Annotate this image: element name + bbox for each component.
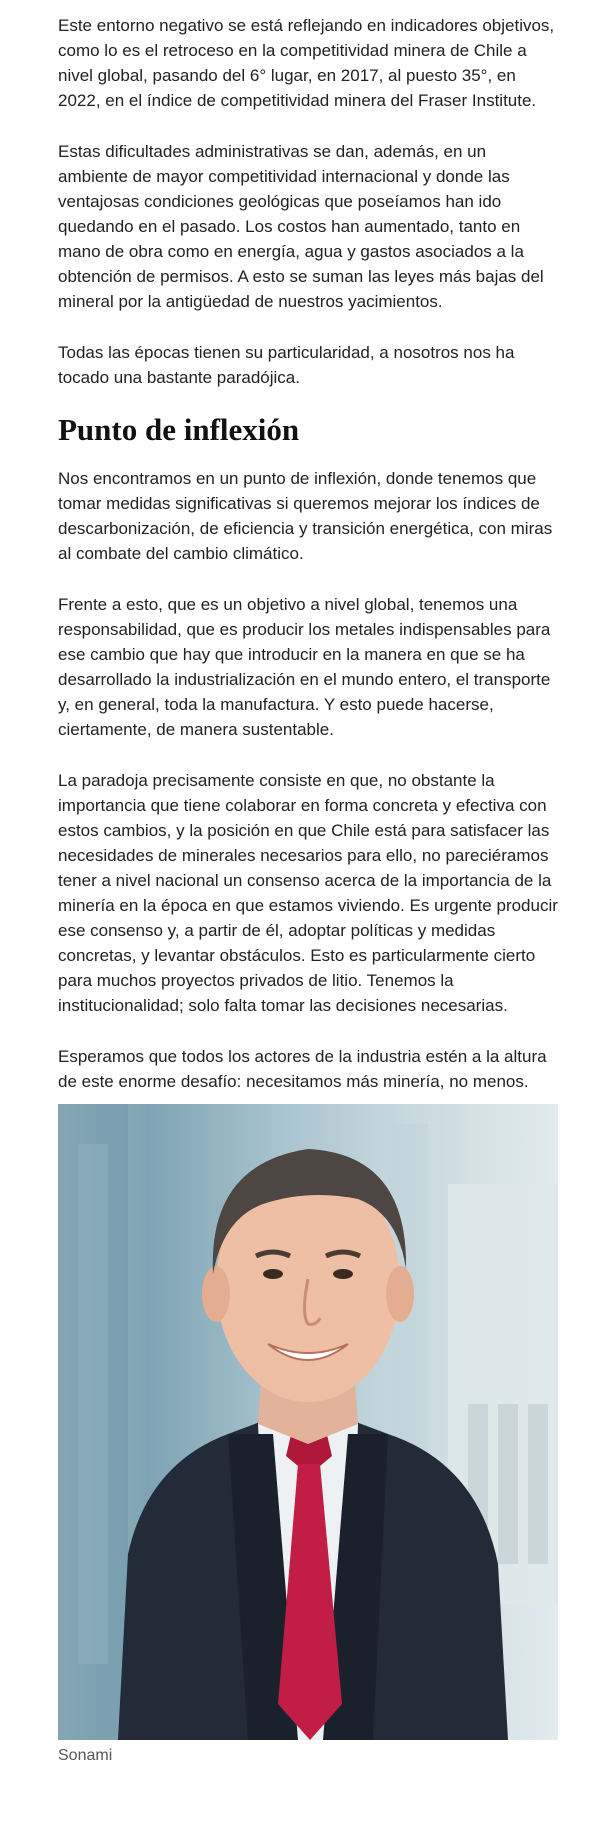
section-heading: Punto de inflexión — [58, 412, 300, 447]
paragraph-dificultades: Estas dificultades administrativas se dan, además, en un ambiente de mayor competitividad internacional y donde las ventajosas condiciones geológicas que poseíamos han ido quedando en el pasado. Los costos han aumentado, tanto en mano de obra como en energía, agua y gastos asociados a la obtención de permisos. A esto se suman las leyes más bajas del mineral por la antigüedad de nuestros yacimientos. — [58, 142, 544, 311]
photo-caption: Sonami — [58, 1747, 113, 1764]
paragraph-desafio: Esperamos que todos los actores de la industria estén a la altura de este enorme desafío: necesitamos más minería, no menos. — [58, 1047, 547, 1091]
paragraph-inflexion: Nos encontramos en un punto de inflexión, donde tenemos que tomar medidas significativas si queremos mejorar los índices de descarbonización, de eficiencia y transición energética, con miras al combate del cambio climático. — [58, 469, 553, 563]
article-figure — [58, 1104, 558, 1766]
paragraph-paradoja: La paradoja precisamente consiste en que, no obstante la importancia que tiene colaborar en forma concreta y efectiva con estos cambios, y la posición en que Chile está para satisfacer las necesidades de minerales necesarios para ello, no pareciéramos tener a nivel nacional un consenso acerca de la importancia de la minería en la época en que estamos viviendo. Es urgente producir ese consenso y, a partir de él, adoptar políticas y medidas concretas, y levantar obstáculos. Esto es particularmente cierto para muchos proyectos privados de litio. Tenemos la institucionalidad; solo falta tomar las decisiones necesarias. — [58, 771, 558, 1015]
paragraph-epocas: Todas las épocas tienen su particularidad, a nosotros nos ha tocado una bastante paradójica. — [58, 343, 515, 387]
paragraph-responsabilidad: Frente a esto, que es un objetivo a nivel global, tenemos una responsabilidad, que es producir los metales indispensables para ese cambio que hay que introducir en la manera en que se ha desarrollado la industrialización en el mundo entero, el transporte y, en general, toda la manufactura. Y esto puede hacerse, ciertamente, de manera sustentable. — [58, 595, 551, 739]
paragraph-competitividad: Este entorno negativo se está reflejando en indicadores objetivos, como lo es el retroceso en la competitividad minera de Chile a nivel global, pasando del 6° lugar, en 2017, al puesto 35°, en 2022, en el índice de competitividad minera del Fraser Institute. — [58, 16, 555, 110]
portrait-photo-icon — [58, 1104, 558, 1740]
article-body — [58, 13, 558, 1766]
